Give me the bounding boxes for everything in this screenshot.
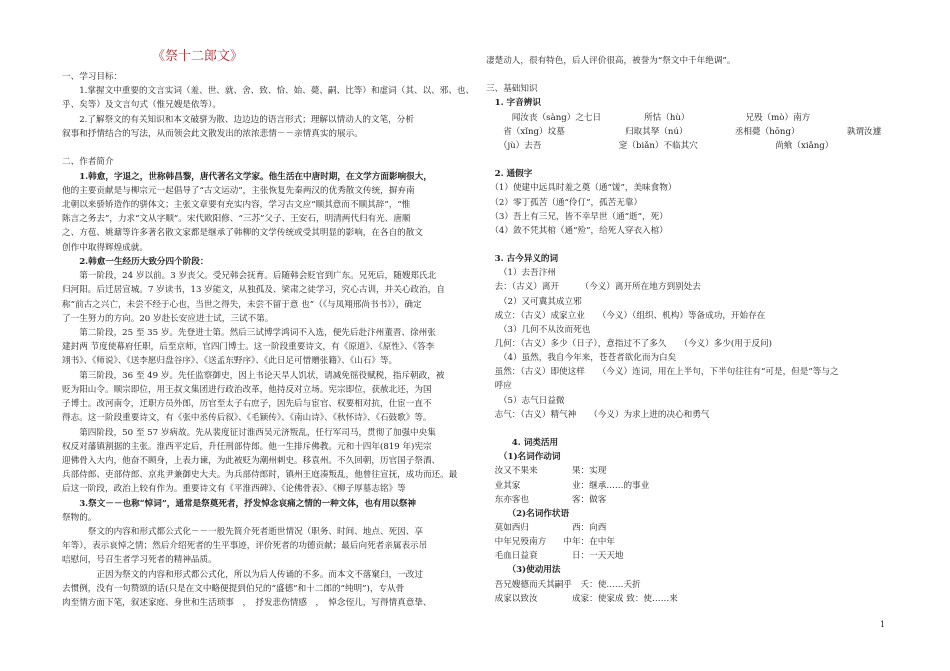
left-text-line: 2.韩愈一生经历大致分四个阶段： [62,256,209,267]
right-text-line: 毛血日益衰 日：一天天地 [486,551,624,562]
left-text-line: 唁慰问，号召生者学习死者的精神品质。 [62,555,217,566]
left-text-line: 第四阶段，50 至 57 岁病故。先从裴度征讨淮西吴元济叛乱，任行军司马，贯彻了加强中央集 [62,427,436,438]
left-text-line: 归河阳。后迁居宣城。7 岁读书，13 岁能文，从独孤及、梁肃之徒学习，究心古训，并关心政治，自 [62,285,445,296]
left-text-line: 叙事和抒情结合的写法，从而领会此文散发出的浓浓悲情－－亲情真实的展示。 [62,128,363,139]
right-text-line: 成立：（古义）成家立业 （今义）（组织、机构）等备成功，开始存在 [486,310,766,321]
right-text-line: 虽然：（古义）即使这样 （今义）连词，用在上半句，下半句往往有“可是，但是”等与之 [486,367,839,378]
left-text-line: 之、方苞、姚鼐等许多著名散文家都是继承了韩柳的文学传统或受其明显的影响，在各自的散文 [62,228,423,239]
right-text-line: 三、基础知识 [486,84,538,95]
left-text-line: 祭文的内容和形式都公式化－－一般先简介死者逝世情况（职务、时间、地点、死因、享 [62,527,423,538]
right-text-line: 业其家 业：继承……的事业 [486,480,650,491]
document-title: 《祭十二郎文》 [152,49,244,64]
right-text-line: （2）又可冀其成立邪 [486,296,582,307]
left-text-line: 正因为祭文的内容和形式都公式化，所以为后人传诵的不多。而本文不落窠臼，一改过 [62,569,423,580]
right-text-line: 东亦客也 客：做客 [486,494,607,505]
left-text-line: 一、学习目标： [62,72,123,82]
right-text-line: （3）几何不从汝而死也 [486,324,591,335]
page-number: 1 [880,620,886,629]
right-text-line: 吾兄嫂德而夭其嗣乎 夭：使……夭折 [486,579,641,590]
left-text-line: 迎佛骨入大内，他奋不顾身，上表力谏，为此被贬为潮州刺史。移袁州。不久回朝，历官国子祭酒、 [62,455,441,466]
right-text-line: 4. 词类活用 [486,438,559,449]
right-text-line: 成家以致汝 成家：使家成 致：使……来 [486,593,678,604]
left-text-line: 北朝以来骄矫造作的骈体文；主张文章要有充实内容，学习古文应“顺其意而不顺其辞”，“惟 [62,199,411,210]
left-text-line: 子博士。改河南令，迁职方员外郎，历官至太子右庶子，因先后与宦官、权要相对抗，仕宦一直不 [62,399,432,410]
right-text-line: （1）去吾汴州 [486,268,556,279]
right-text-line: （3)使动用法 [486,565,561,576]
right-text-line: （2)名词作状语 [486,508,570,519]
left-text-line: 年等），表示哀悼之情；然后介绍死者的生平事迹，评价死者的功德贡献；最后向死者亲属表示吊 [62,541,428,552]
left-text-line: 第二阶段，25 至 35 岁。先登进士第。然后三试博学鸿词不入选，便先后赴汴州董晋、徐州张 [62,327,436,338]
left-text-line: 去惯例，没有一句赞颂的话(只是在文中略便提到伯兄的“盛德”和十二郎的“纯明”)，专从骨 [62,583,405,594]
right-text-line: 3. 古今异义的词 [486,254,559,265]
right-text-line: 省（xǐng）坟墓 归取其孥（nú） 丞相薨（hōng） 孰谓汝遽 [486,126,882,137]
left-text-line: 第三阶段，36 至 49 岁。先任监察御史，因上书论天旱人饥状，请减免徭役赋税，指斥朝政，被 [62,370,445,381]
left-text-line: 权反对藩镇割据的主张。淮西平定后，升任刑部侍郎。他一生排斥佛教。元和十四年(819 年)宪宗 [62,441,432,452]
right-text-line: （3）吾上有三兄，皆不幸早世（通“逝”，死） [486,211,668,222]
left-text-line: 第一阶段，24 岁以前。3 岁丧父。受兄韩会抚育。后随韩会贬官到广东。兄死后，随嫂郑氏北 [62,271,437,282]
right-text-line: 中年兄殁南方 中年：在中年 [486,537,615,548]
right-text-line: 汝又不果来 果：实现 [486,466,607,477]
right-text-line: 闻汝丧（sàng）之七日 所怙（hù） 兄殁（mò）南方 [486,112,811,123]
left-text-line: 1.韩愈，字退之，世称韩昌黎，唐代著名文学家。他生活在中唐时期，在文学方面影响很大， [62,171,432,182]
right-text-line: 1. 字音辨识 [486,98,541,109]
left-text-line: 翊书》、《师说》、《送李愿归盘谷序》、《送孟东野序》、《此日足可惜赠张籍》、《山石》等。 [62,356,398,367]
left-text-line: 祭物的。 [62,512,97,523]
left-text-line: 3.祭文－－也称“悼词”，通常是祭奠死者，抒发悼念哀痛之情的一种文体，也有用以祭神 [62,498,417,509]
right-text-line: （4）敛不凭其棺（通“殓”，给死人穿衣入棺） [486,225,668,236]
right-text-line: 几何：（古义）多少（日子），意指过不了多久 （今义）多少(用于反问) [486,339,772,349]
left-text-line: 兵部侍郎、吏部侍郎、京兆尹兼御史大夫。为兵部侍郎时，镇州王庭凑叛乱，他曾往宣抚，成功而还。最 [62,470,458,481]
left-text-line: 贬为阳山令。顺宗即位，用王叔文集团进行政治改革，他持反对立场。宪宗即位，获赦北还，为国 [62,384,432,395]
left-text-line: 称“前古之兴亡，未尝不经于心也，当世之得失，未尝不留于意 也”（《与凤翔邢尚书书》），确定 [62,299,422,310]
left-text-line: 了一生努力的方向。20 岁赴长安应进士试，三试不第。 [62,313,274,324]
left-text-line: 1.掌握文中重要的文言实词（羞、世、就、舍、致、恰、始、薨、嗣、比等）和虚词（其、以、邪、也、 [62,86,475,97]
right-text-line: 莫如西归 西：向西 [486,522,607,533]
right-text-line: 去：（古义）离开 （今义）离开所在地方到别处去 [486,282,701,293]
right-text-line: 呼应 [486,381,512,392]
right-text-line: 2. 通假字 [486,169,533,180]
right-text-line: 凄楚动人，很有特色，后人评价很高，被誉为“祭文中千年绝调”。 [486,56,736,66]
left-text-line: 他的主要贡献是与柳宗元一起倡导了“古文运动”，主张恢复先秦两汉的优秀散文传统，摒弃南 [62,185,415,196]
right-text-line: （4）虽然，我自今年来，苍苍者欲化而为白矣 [486,353,677,364]
left-text-line: 2.了解祭文的有关知识和本文破骈为散、边边边的语言形式；理解以情动人的文笔，分析 [62,114,414,125]
left-text-line: 后这一阶段，政治上较有作为。重要诗文有《平淮西碑》、《论佛骨表》、《柳子厚墓志铭》等 [62,484,406,495]
left-text-line: 乎、矣等）及文言句式（惟兄嫂是依等）。 [62,100,221,111]
left-text-line: 肉至情方面下笔，叙述家庭、身世和生活琐事 ， 抒发悲伤情感 ， 悼念侄儿，写得情真意挚、 [62,598,432,609]
left-text-line: 建封两 节度使幕府任职，后至京师，官四门博士。这一阶段重要诗文，有《原道》、《原性》、《答李 [62,342,435,353]
right-text-line: （1）使建中远具时羞之奠（通“馐”，美味食物） [486,183,677,194]
left-text-line: 得志。这一阶段重要诗文，有《张中丞传后叙》、《毛颖传》、《南山诗》、《秋怀诗》、《石鼓歌》等。 [62,413,432,424]
left-text-line: 陈言之务去”，力求“文从字顺”。宋代欧阳修、“三苏”父子、王安石，明清两代归有光、唐顺 [62,214,411,225]
left-text-line: 二、作者简介 [62,157,114,168]
right-text-line: （2）零丁孤苦（通“伶仃”，孤苦无靠） [486,197,643,208]
right-text-line: （5）志气日益微 [486,395,565,406]
right-text-line: （jù）去吾 窆（biǎn）不临其穴 尚飨（xiǎng） [486,140,834,151]
right-text-line: 志气：（古义）精气神 （今义）为求上进的决心和勇气 [486,409,710,420]
right-text-line: （1)名词作动词 [486,452,561,463]
left-text-line: 创作中取得辉煌成就。 [62,242,148,253]
